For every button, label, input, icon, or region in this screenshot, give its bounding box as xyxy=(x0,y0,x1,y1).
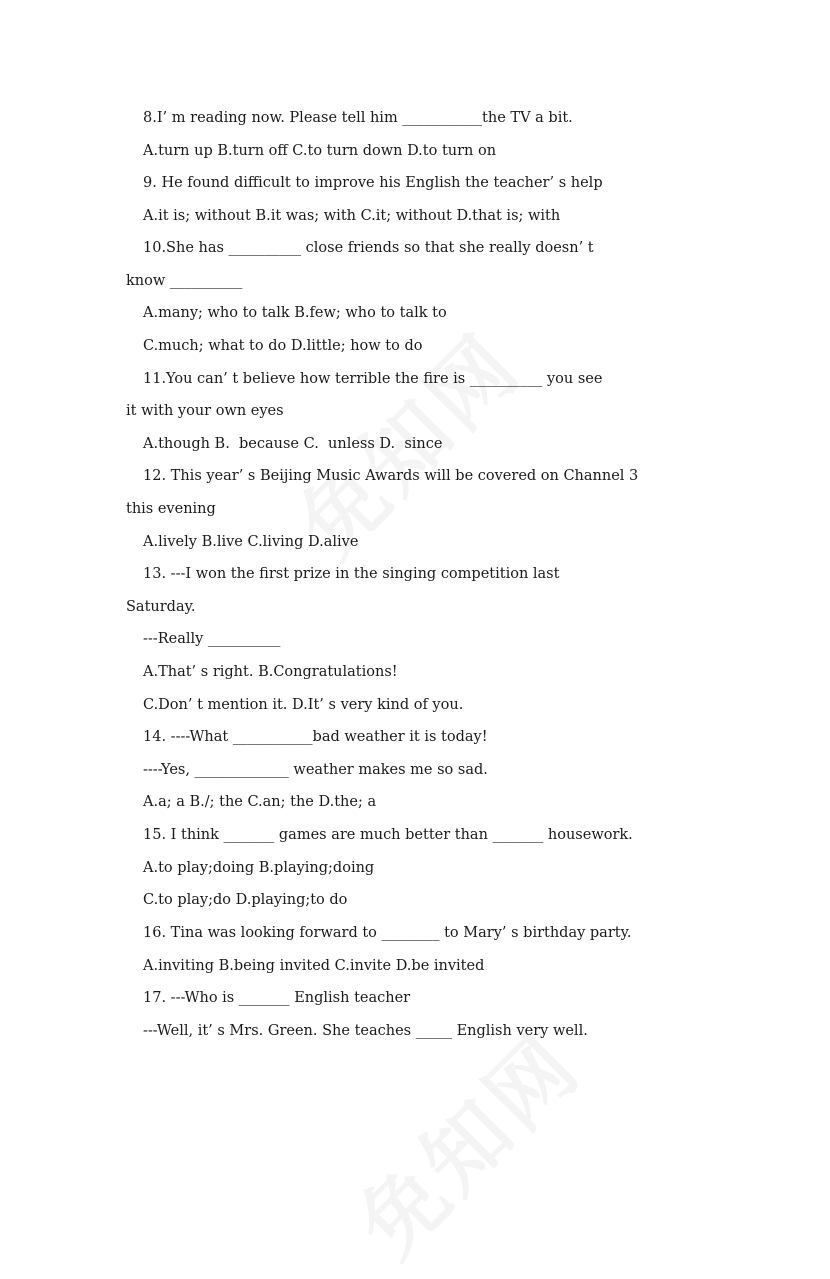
option-line: A.it is; without B.it was; with C.it; without D.that is; with xyxy=(143,208,561,224)
question-line: 10.She has __________ close friends so that she really doesn’ t xyxy=(143,240,594,256)
option-line: C.Don’ t mention it. D.It’ s very kind of you. xyxy=(143,697,464,713)
question-continuation: it with your own eyes xyxy=(126,403,284,419)
question-line: 13. ---I won the first prize in the singing competition last xyxy=(143,566,560,582)
option-line: A.though B. because C. unless D. since xyxy=(143,436,443,452)
question-line: 12. This year’ s Beijing Music Awards will be covered on Channel 3 xyxy=(143,468,639,484)
watermark xyxy=(327,1002,603,1278)
option-line: A.to play;doing B.playing;doing xyxy=(143,860,375,876)
option-line: A.That’ s right. B.Congratulations! xyxy=(143,664,398,680)
option-line: A.turn up B.turn off C.to turn down D.to turn on xyxy=(143,143,497,159)
dialogue-line: ---Well, it’ s Mrs. Green. She teaches _____ English very well. xyxy=(143,1023,588,1039)
question-line: 11.You can’ t believe how terrible the fire is __________ you see xyxy=(143,371,603,387)
option-line: C.much; what to do D.little; how to do xyxy=(143,338,423,354)
dialogue-line: ---Really __________ xyxy=(143,631,281,647)
question-line: 8.I’ m reading now. Please tell him ___________the TV a bit. xyxy=(143,110,573,126)
option-line: C.to play;do D.playing;to do xyxy=(143,892,348,908)
option-line: A.inviting B.being invited C.invite D.be invited xyxy=(143,958,485,974)
question-continuation: this evening xyxy=(126,501,216,517)
option-line: A.a; a B./; the C.an; the D.the; a xyxy=(143,794,377,810)
option-line: A.lively B.live C.living D.alive xyxy=(143,534,359,550)
question-line: 16. Tina was looking forward to ________ to Mary’ s birthday party. xyxy=(143,925,632,941)
question-line: 15. I think _______ games are much better than _______ housework. xyxy=(143,827,633,843)
option-line: A.many; who to talk B.few; who to talk to xyxy=(143,305,447,321)
question-line: 14. ----What ___________bad weather it is today! xyxy=(143,729,488,745)
question-line: 9. He found difficult to improve his English the teacher’ s help xyxy=(143,175,603,191)
question-continuation: Saturday. xyxy=(126,599,196,615)
question-line: 17. ---Who is _______ English teacher xyxy=(143,990,411,1006)
dialogue-line: ----Yes, _____________ weather makes me so sad. xyxy=(143,762,488,778)
question-continuation: know __________ xyxy=(126,273,243,289)
